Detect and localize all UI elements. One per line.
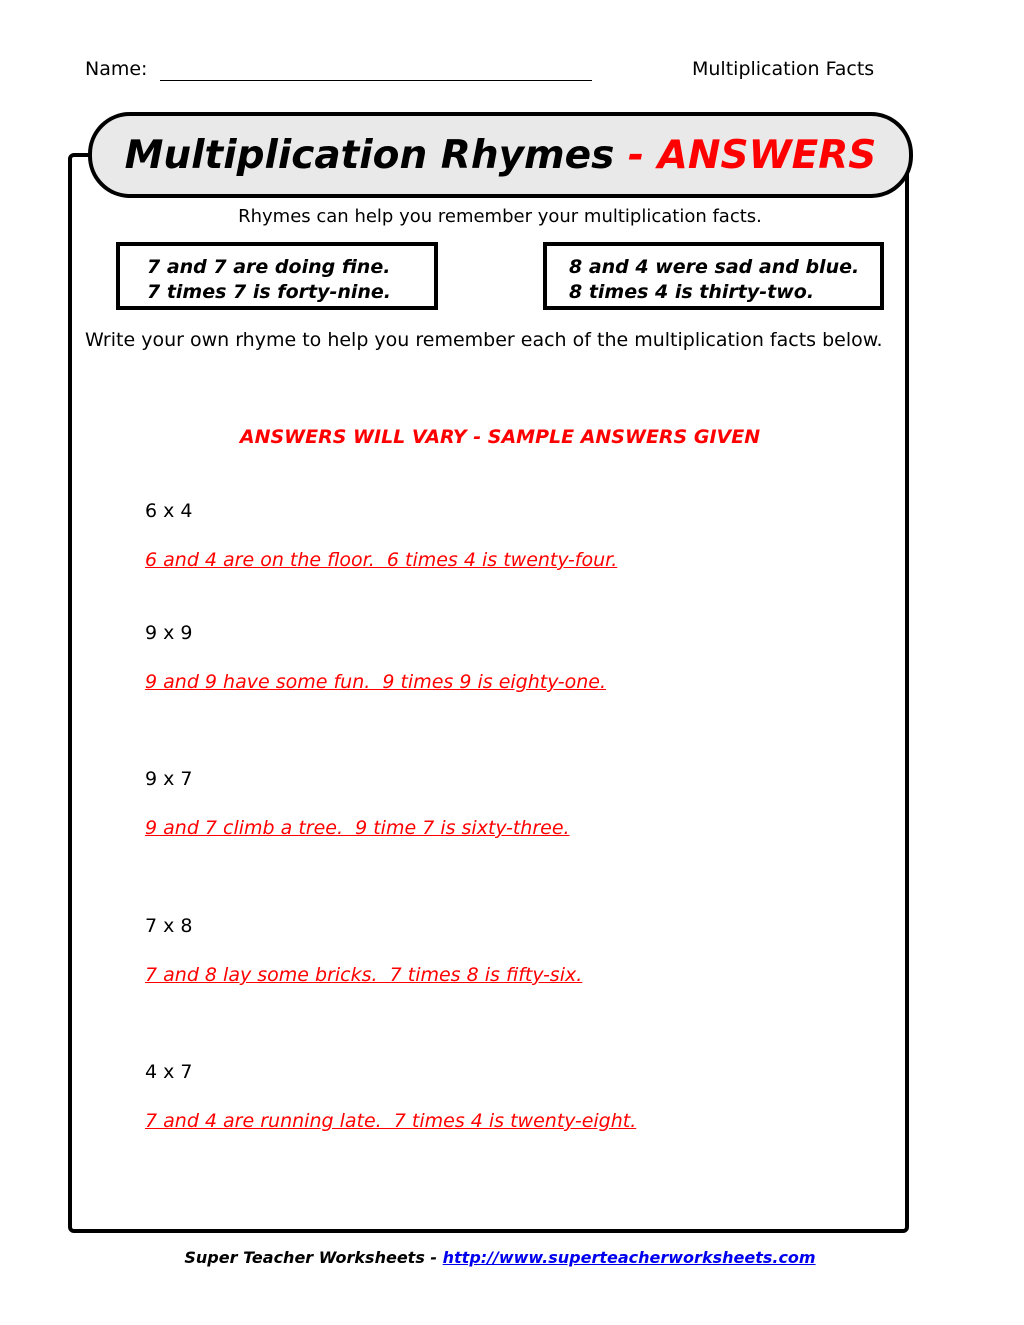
example-box-2	[543, 242, 884, 310]
example-1-line-1: 7 and 7 are doing fine.	[147, 256, 391, 278]
title-main: Multiplication Rhymes	[124, 132, 615, 178]
example-box-1	[116, 242, 438, 310]
fact-answer: 9 and 9 have some fun. 9 times 9 is eighty-one.	[145, 671, 607, 693]
fact-answer: 9 and 7 climb a tree. 9 time 7 is sixty-three.	[145, 817, 570, 839]
fact-answer: 6 and 4 are on the floor. 6 times 4 is twenty-four.	[145, 549, 618, 571]
example-2-line-1: 8 and 4 were sad and blue.	[569, 256, 860, 278]
example-2-line-2: 8 times 4 is thirty-two.	[569, 281, 815, 303]
example-1-line-2: 7 times 7 is forty-nine.	[147, 281, 392, 303]
name-blank-line[interactable]	[160, 80, 592, 81]
worksheet-frame	[68, 153, 909, 1233]
fact-problem: 7 x 8	[145, 915, 193, 937]
fact-problem: 9 x 7	[145, 768, 193, 790]
footer-link[interactable]: http://www.superteacherworksheets.com	[442, 1248, 816, 1267]
title-banner	[88, 112, 913, 198]
instructions: Write your own rhyme to help you remember each of the multiplication facts below.	[85, 329, 883, 351]
answers-vary-note: ANSWERS WILL VARY - SAMPLE ANSWERS GIVEN	[239, 426, 761, 448]
fact-problem: 4 x 7	[145, 1061, 193, 1083]
fact-answer: 7 and 8 lay some bricks. 7 times 8 is fifty-six.	[145, 964, 583, 986]
fact-problem: 6 x 4	[145, 500, 193, 522]
worksheet-subject: Multiplication Facts	[692, 58, 875, 80]
intro-text: Rhymes can help you remember your multiplication facts.	[238, 206, 762, 227]
footer	[0, 1248, 1000, 1267]
name-label: Name:	[85, 58, 148, 80]
fact-answer: 7 and 4 are running late. 7 times 4 is twenty-eight.	[145, 1110, 637, 1132]
title-separator: -	[614, 132, 658, 178]
title-answers: ANSWERS	[657, 132, 877, 178]
fact-problem: 9 x 9	[145, 622, 193, 644]
footer-text: Super Teacher Worksheets -	[184, 1248, 443, 1267]
